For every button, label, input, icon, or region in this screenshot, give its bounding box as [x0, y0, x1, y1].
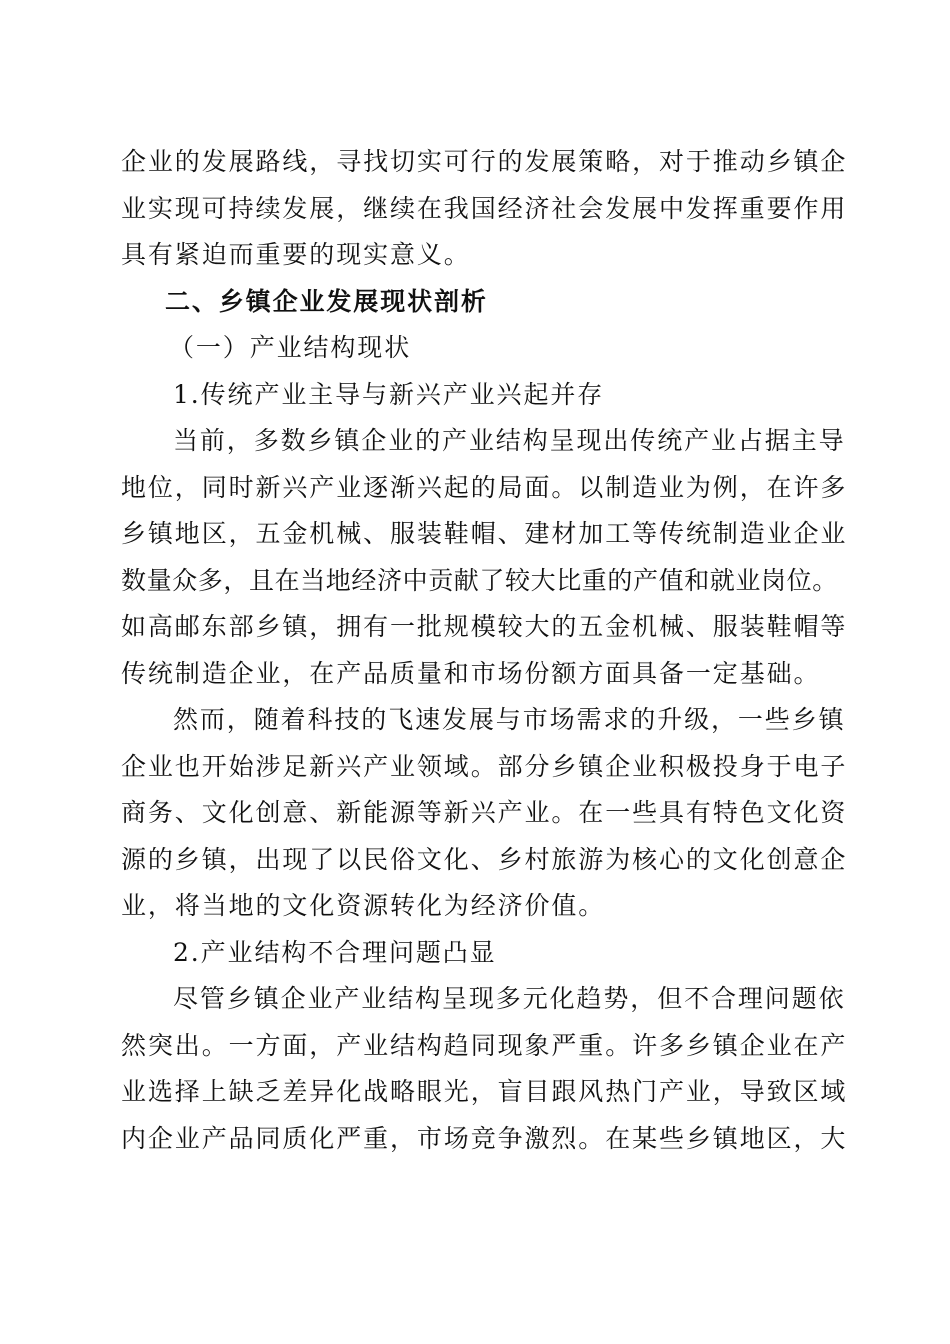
text-line: 企业也开始涉足新兴产业领域。部分乡镇企业积极投身于电子 — [121, 751, 848, 781]
text-line: 地位，同时新兴产业逐渐兴起的局面。以制造业为例，在许多 — [121, 472, 848, 502]
text-line: 内企业产品同质化严重，市场竞争激烈。在某些乡镇地区，大 — [121, 1123, 848, 1153]
text-line: 业，将当地的文化资源转化为经济价值。 — [121, 891, 606, 920]
text-line: 当前，多数乡镇企业的产业结构呈现出传统产业占据主导 — [173, 426, 846, 455]
paragraph-structure-problems — [121, 976, 848, 1162]
paragraph-emerging-industry — [121, 697, 848, 930]
text-line: 然而，随着科技的飞速发展与市场需求的升级，一些乡镇 — [173, 705, 846, 734]
paragraph-traditional-industry — [121, 418, 848, 697]
document-body — [121, 139, 848, 1162]
text-line: 商务、文化创意、新能源等新兴产业。在一些具有特色文化资 — [121, 798, 848, 827]
subsection-heading-1: （一）产业结构现状 — [169, 333, 412, 362]
text-line: 如高邮东部乡镇，拥有一批规模较大的五金机械、服装鞋帽等 — [121, 612, 848, 641]
text-line: 业实现可持续发展，继续在我国经济社会发展中发挥重要作用 — [121, 193, 848, 223]
item-heading-2: 2.产业结构不合理问题凸显 — [173, 937, 497, 967]
text-line: 传统制造企业，在产品质量和市场份额方面具备一定基础。 — [121, 658, 821, 688]
text-line: 具有紧迫而重要的现实意义。 — [121, 240, 471, 269]
text-line: 数量众多，且在当地经济中贡献了较大比重的产值和就业岗位。 — [121, 565, 838, 595]
text-line: 企业的发展路线，寻找切实可行的发展策略，对于推动乡镇企 — [121, 147, 848, 176]
text-line: 乡镇地区，五金机械、服装鞋帽、建材加工等传统制造业企业 — [121, 519, 848, 548]
text-line: 然突出。一方面，产业结构趋同现象严重。许多乡镇企业在产 — [121, 1030, 848, 1060]
item-heading-1: 1.传统产业主导与新兴产业兴起并存 — [173, 379, 605, 409]
section-heading-2: 二、乡镇企业发展现状剖析 — [165, 286, 488, 316]
text-line: 业选择上缺乏差异化战略眼光，盲目跟风热门产业，导致区域 — [121, 1077, 848, 1106]
text-line: 尽管乡镇企业产业结构呈现多元化趋势，但不合理问题依 — [173, 984, 846, 1013]
text-line: 源的乡镇，出现了以民俗文化、乡村旅游为核心的文化创意企 — [121, 844, 848, 874]
paragraph-intro-continuation — [121, 139, 848, 279]
